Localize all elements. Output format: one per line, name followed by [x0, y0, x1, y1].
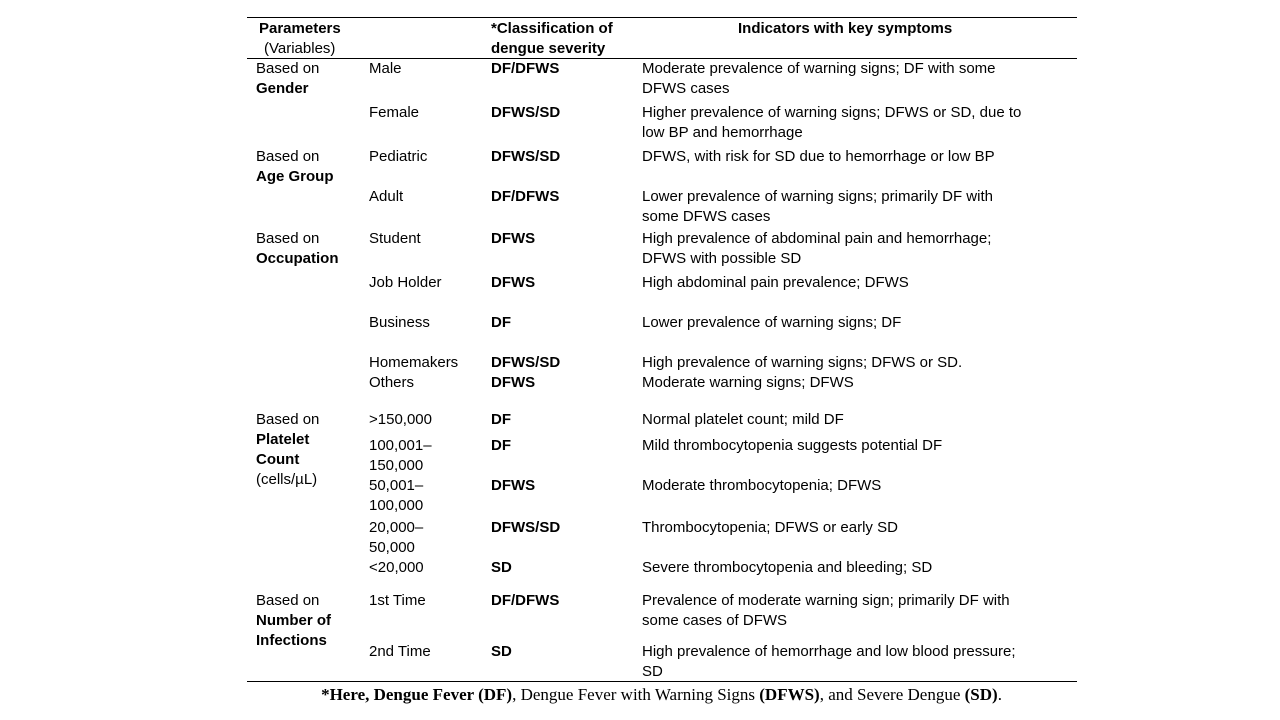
- row-indicator: Thrombocytopenia; DFWS or early SD: [642, 519, 898, 536]
- row-indicator: Lower prevalence of warning signs; primarily DF with: [642, 188, 993, 205]
- footnote-abbr-df: (DF): [478, 685, 513, 704]
- footnote-abbr-dfws: (DFWS): [759, 685, 820, 704]
- header-classification-line2: dengue severity: [491, 40, 606, 57]
- row-indicator: DFWS, with risk for SD due to hemorrhage or low BP: [642, 148, 995, 165]
- group-occupation-prefix: Based on: [256, 230, 320, 247]
- group-age-name: Age Group: [256, 168, 334, 185]
- row-class: DF: [491, 314, 511, 331]
- row-indicator: Moderate warning signs; DFWS: [642, 374, 854, 391]
- row-indicator: some cases of DFWS: [642, 612, 788, 629]
- row-sub: Adult: [369, 188, 404, 205]
- row-sub: 2nd Time: [369, 643, 431, 660]
- group-gender-name: Gender: [256, 80, 309, 97]
- row-indicator: Moderate thrombocytopenia; DFWS: [642, 477, 882, 494]
- row-class: DFWS: [491, 477, 536, 494]
- row-class: DFWS: [491, 230, 536, 247]
- row-indicator: some DFWS cases: [642, 208, 771, 225]
- row-class: DFWS/SD: [491, 104, 561, 121]
- row-sub: 50,001–: [369, 477, 424, 494]
- row-sub: <20,000: [369, 559, 424, 576]
- header-variables: (Variables): [264, 40, 336, 57]
- row-sub: Female: [369, 104, 420, 121]
- group-infections-name-line2: Infections: [256, 632, 327, 649]
- table-top-rule: [247, 17, 1077, 18]
- row-class: DFWS/SD: [491, 519, 561, 536]
- header-classification-line1: *Classification of: [491, 20, 613, 37]
- row-indicator: Higher prevalence of warning signs; DFWS or SD, due to: [642, 104, 1022, 121]
- row-indicator: Normal platelet count; mild DF: [642, 411, 844, 428]
- group-platelet-unit: (cells/µL): [256, 471, 318, 488]
- row-class: DF: [491, 411, 511, 428]
- row-sub: Business: [369, 314, 430, 331]
- row-indicator: High prevalence of warning signs; DFWS or SD.: [642, 354, 963, 371]
- footnote-abbr-sd: (SD): [964, 685, 998, 704]
- row-sub: 100,001–: [369, 437, 432, 454]
- row-indicator: Prevalence of moderate warning sign; primarily DF with: [642, 592, 1010, 609]
- row-sub: Homemakers: [369, 354, 459, 371]
- row-sub: Student: [369, 230, 421, 247]
- group-age-prefix: Based on: [256, 148, 320, 165]
- footnote-part: , Dengue Fever with Warning Signs: [512, 685, 760, 704]
- row-indicator: SD: [642, 663, 663, 680]
- header-parameters: Parameters: [259, 20, 341, 37]
- group-occupation-name: Occupation: [256, 250, 339, 267]
- row-indicator: low BP and hemorrhage: [642, 124, 803, 141]
- header-indicators: Indicators with key symptoms: [738, 20, 953, 37]
- row-sub: Pediatric: [369, 148, 428, 165]
- row-class: DFWS/SD: [491, 354, 561, 371]
- row-class: DF/DFWS: [491, 60, 560, 77]
- row-sub: 1st Time: [369, 592, 426, 609]
- row-class: DF/DFWS: [491, 592, 560, 609]
- row-indicator: DFWS cases: [642, 80, 730, 97]
- row-sub: 20,000–: [369, 519, 424, 536]
- row-class: DF/DFWS: [491, 188, 560, 205]
- row-sub: >150,000: [369, 411, 432, 428]
- row-sub: 100,000: [369, 497, 424, 514]
- row-indicator: DFWS with possible SD: [642, 250, 802, 267]
- group-platelet-prefix: Based on: [256, 411, 320, 428]
- row-class: SD: [491, 559, 512, 576]
- footnote-part: *Here, Dengue Fever: [321, 685, 479, 704]
- row-sub: Others: [369, 374, 415, 391]
- row-sub: 150,000: [369, 457, 424, 474]
- row-indicator: Mild thrombocytopenia suggests potential DF: [642, 437, 943, 454]
- row-indicator: High abdominal pain prevalence; DFWS: [642, 274, 909, 291]
- group-infections-prefix: Based on: [256, 592, 320, 609]
- row-indicator: Lower prevalence of warning signs; DF: [642, 314, 902, 331]
- row-class: SD: [491, 643, 512, 660]
- row-indicator: High prevalence of abdominal pain and hemorrhage;: [642, 230, 992, 247]
- row-indicator: Severe thrombocytopenia and bleeding; SD: [642, 559, 933, 576]
- row-sub: 50,000: [369, 539, 415, 556]
- row-class: DFWS/SD: [491, 148, 561, 165]
- footnote-part: , and Severe Dengue: [819, 685, 965, 704]
- group-infections-name-line1: Number of: [256, 612, 331, 629]
- row-class: DFWS: [491, 274, 536, 291]
- row-class: DF: [491, 437, 511, 454]
- group-platelet-name-line1: Platelet: [256, 431, 310, 448]
- footnote-part: .: [997, 685, 1002, 704]
- group-gender-prefix: Based on: [256, 60, 320, 77]
- row-sub: Male: [369, 60, 402, 77]
- row-class: DFWS: [491, 374, 536, 391]
- row-indicator: High prevalence of hemorrhage and low blood pressure;: [642, 643, 1016, 660]
- row-sub: Job Holder: [369, 274, 442, 291]
- footnote: [0, 684, 1280, 706]
- group-platelet-name-line2: Count: [256, 451, 300, 468]
- row-indicator: Moderate prevalence of warning signs; DF with some: [642, 60, 996, 77]
